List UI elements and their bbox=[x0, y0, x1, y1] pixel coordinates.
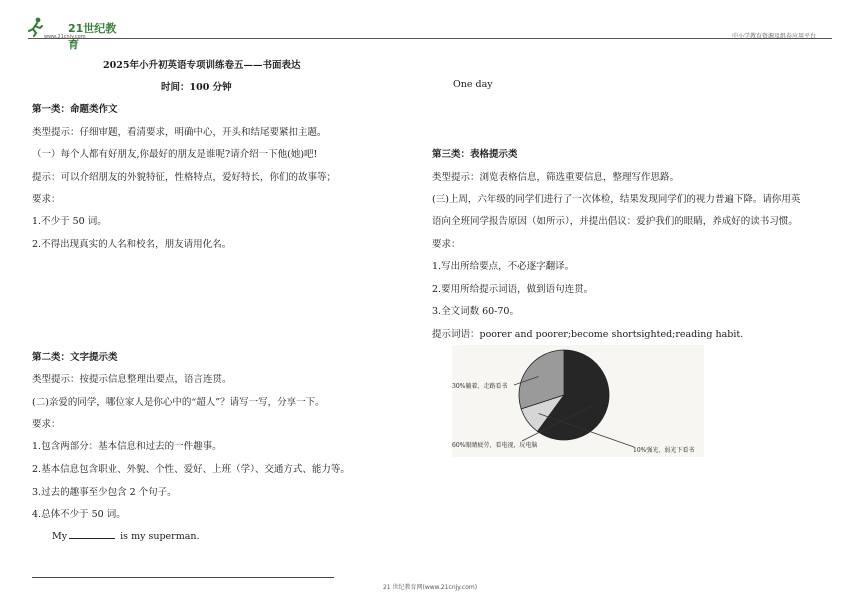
section2-heading: 第二类：文字提示类 bbox=[32, 352, 118, 363]
section3-requirement-3: 3.全文词数 60-70。 bbox=[432, 306, 519, 317]
section1-tips: 提示：可以介绍朋友的外貌特征，性格特点，爱好特长，你们的故事等； bbox=[32, 172, 337, 183]
section1-task: （一）每个人都有好朋友,你最好的朋友是谁呢?请介绍一下他(她)吧! bbox=[32, 149, 318, 160]
section1-requirement-2: 2.不得出现真实的人名和校名，朋友请用化名。 bbox=[32, 239, 232, 250]
section1-heading: 第一类：命题类作文 bbox=[32, 104, 118, 115]
pie-label-30: 30%躺着、走路看书 bbox=[452, 383, 508, 390]
section2-requirement-1: 1.包含两部分：基本信息和过去的一件趣事。 bbox=[32, 441, 222, 452]
section2-hint: 类型提示：按提示信息整理出要点，语言连贯。 bbox=[32, 374, 232, 385]
header-divider bbox=[28, 38, 832, 39]
section3-requirements-label: 要求： bbox=[432, 239, 461, 250]
logo-text: 21世纪教育 bbox=[68, 22, 117, 51]
one-day-text: One day bbox=[453, 79, 493, 90]
section2-task: (二)亲爱的同学，哪位家人是你心中的“超人”？请写一写，分享一下。 bbox=[32, 397, 325, 408]
section3-requirement-1: 1.写出所给要点，不必逐字翻译。 bbox=[432, 261, 575, 272]
pie-label-60: 60%眼睛疲劳，看电视，玩电脑 bbox=[452, 442, 538, 449]
document-title: 2025年小升初英语专项训练卷五——书面表达 bbox=[103, 60, 301, 71]
time-limit: 时间：100 分钟 bbox=[161, 82, 232, 93]
section3-hint: 类型提示：浏览表格信息，筛选重要信息，整理写作思路。 bbox=[432, 172, 680, 183]
section3-task-line1: (三)上周，六年级的同学们进行了一次体检，结果发现同学们的视力普遍下降。请你用英 bbox=[432, 194, 801, 205]
section1-requirements-label: 要求： bbox=[32, 194, 61, 205]
footer-divider bbox=[32, 577, 334, 578]
sentence-suffix: is my superman. bbox=[120, 531, 200, 542]
section2-requirements-label: 要求： bbox=[32, 419, 61, 430]
sentence-prefix: My bbox=[52, 531, 68, 542]
section2-requirement-2: 2.基本信息包含职业、外貌、个性、爱好、上班（学）、交通方式、能力等。 bbox=[32, 464, 350, 475]
section3-task-line2: 语向全班同学报告原因（如所示），并提出倡议：爱护我们的眼睛，养成好的读书习惯。 bbox=[432, 216, 798, 227]
section2-requirement-3: 3.过去的趣事至少包含 2 个句子。 bbox=[32, 487, 177, 498]
pie-label-10: 10%强光、弱光下看书 bbox=[633, 447, 695, 454]
section1-requirement-1: 1.不少于 50 词。 bbox=[32, 216, 107, 227]
section2-requirement-4: 4.总体不少于 50 词。 bbox=[32, 509, 126, 520]
section3-requirement-2: 2.要用所给提示词语，做到语句连贯。 bbox=[432, 284, 594, 295]
superman-sentence bbox=[52, 529, 200, 542]
footer-text: 21 世纪教育网(www.21cnjy.com) bbox=[382, 584, 478, 591]
answer-blank bbox=[69, 529, 115, 539]
section3-hint-words: 提示词语：poorer and poorer;become shortsighted;reading habit. bbox=[432, 329, 744, 340]
section3-heading: 第三类：表格提示类 bbox=[432, 149, 518, 160]
section1-hint: 类型提示：仔细审题，看清要求，明确中心，开头和结尾要紧扣主题。 bbox=[32, 127, 327, 138]
pie-chart bbox=[452, 345, 704, 457]
runner-logo-icon bbox=[28, 17, 44, 37]
logo-url: www.21cnjy.com bbox=[44, 34, 86, 40]
header-platform-text: 中小学教育资源及组卷应用平台 bbox=[731, 33, 816, 40]
